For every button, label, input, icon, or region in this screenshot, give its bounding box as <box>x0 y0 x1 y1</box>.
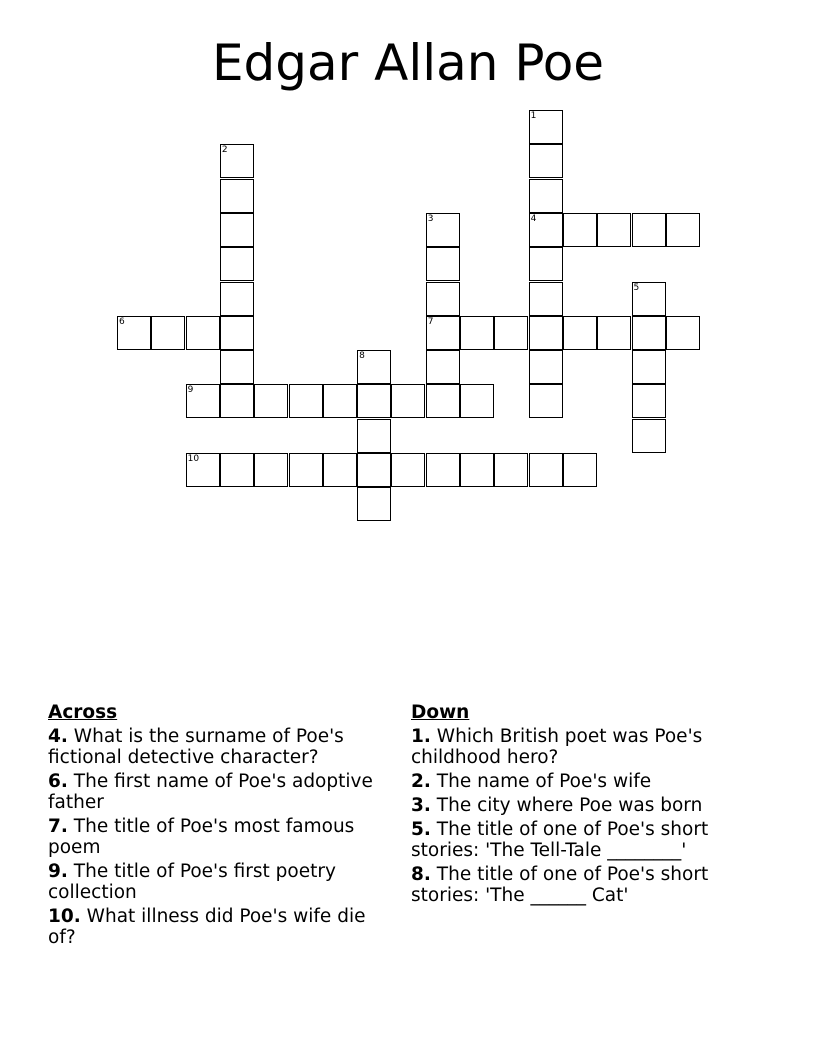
clue-down-1: 1. Which British poet was Poe's childhood hero? <box>411 726 703 768</box>
clue-number: 3 <box>427 213 434 224</box>
clue-down-5: 5. The title of one of Poe's short stories: 'The Tell-Tale ________' <box>411 819 709 861</box>
grid-cell[interactable] <box>666 316 700 350</box>
grid-cell[interactable] <box>494 453 528 487</box>
down-heading: Down <box>411 702 470 723</box>
grid-cell[interactable] <box>357 384 391 418</box>
grid-cell[interactable] <box>529 316 563 350</box>
clue-number: 8 <box>359 351 365 362</box>
grid-cell[interactable] <box>357 419 391 453</box>
grid-cell[interactable] <box>632 419 666 453</box>
clue-number: 9 <box>187 385 194 396</box>
grid-cell[interactable] <box>563 453 597 487</box>
clue-number: 5 <box>633 282 640 293</box>
grid-cell[interactable] <box>117 316 151 350</box>
grid-cell[interactable] <box>426 282 460 316</box>
grid-cell[interactable] <box>529 110 563 144</box>
grid-cell[interactable] <box>563 316 597 350</box>
grid-cell[interactable] <box>494 316 528 350</box>
clue-number: 4 <box>530 213 537 224</box>
grid-cell[interactable] <box>460 316 494 350</box>
grid-cell[interactable] <box>220 282 254 316</box>
clue-across-4: 4. What is the surname of Poe's fictional detective character? <box>48 726 344 768</box>
grid-cell[interactable] <box>426 453 460 487</box>
clue-down-8: 8. The title of one of Poe's short stories: 'The ______ Cat' <box>411 864 709 906</box>
grid-cell[interactable] <box>220 350 254 384</box>
grid-cell[interactable] <box>460 384 494 418</box>
grid-cell[interactable] <box>426 213 460 247</box>
clue-number: 10 <box>187 454 200 464</box>
puzzle-title: Edgar Allan Poe <box>211 34 605 92</box>
grid-cell[interactable] <box>254 384 288 418</box>
grid-cell[interactable] <box>391 453 425 487</box>
grid-cell[interactable] <box>632 384 666 418</box>
clue-across-10: 10. What illness did Poe's wife die of? <box>48 906 366 948</box>
grid-cell[interactable] <box>357 350 391 384</box>
grid-cell[interactable] <box>529 350 563 384</box>
down-clues <box>411 702 751 909</box>
grid-cell[interactable] <box>323 453 357 487</box>
grid-cell[interactable] <box>529 144 563 178</box>
grid-cell[interactable] <box>426 247 460 281</box>
clue-number: 7 <box>427 316 434 327</box>
clue-down-2: 2. The name of Poe's wife <box>411 771 652 792</box>
grid-cell[interactable] <box>426 384 460 418</box>
grid-cell[interactable] <box>632 282 666 316</box>
grid-cell[interactable] <box>186 453 220 487</box>
grid-cell[interactable] <box>220 316 254 350</box>
clue-number: 1 <box>530 111 537 121</box>
grid-cell[interactable] <box>597 213 631 247</box>
grid-cell[interactable] <box>186 316 220 350</box>
clue-number: 6 <box>119 316 125 327</box>
clue-down-3: 3. The city where Poe was born <box>411 795 703 816</box>
grid-cell[interactable] <box>666 213 700 247</box>
grid-cell[interactable] <box>151 316 185 350</box>
grid-cell[interactable] <box>632 213 666 247</box>
grid-cell[interactable] <box>220 213 254 247</box>
grid-cell[interactable] <box>220 384 254 418</box>
grid-cell[interactable] <box>220 247 254 281</box>
clue-across-9: 9. The title of Poe's first poetry collection <box>48 861 336 903</box>
grid-cell[interactable] <box>529 384 563 418</box>
grid-cell[interactable] <box>597 316 631 350</box>
clue-across-6: 6. The first name of Poe's adoptive father <box>48 771 373 813</box>
grid-cell[interactable] <box>289 453 323 487</box>
grid-cell[interactable] <box>529 282 563 316</box>
grid-cell[interactable] <box>426 316 460 350</box>
clue-number: 2 <box>221 145 228 156</box>
grid-cell[interactable] <box>529 453 563 487</box>
grid-cell[interactable] <box>529 213 563 247</box>
grid-cell[interactable] <box>632 316 666 350</box>
grid-cell[interactable] <box>529 179 563 213</box>
grid-cell[interactable] <box>220 144 254 178</box>
across-clues <box>48 702 393 951</box>
grid-cell[interactable] <box>289 384 323 418</box>
grid-cell[interactable] <box>563 213 597 247</box>
grid-cell[interactable] <box>391 384 425 418</box>
grid-cell[interactable] <box>220 453 254 487</box>
across-heading: Across <box>48 702 118 723</box>
grid-cell[interactable] <box>426 350 460 384</box>
grid-cell[interactable] <box>254 453 288 487</box>
grid-cell[interactable] <box>220 179 254 213</box>
grid-cell[interactable] <box>186 384 220 418</box>
grid-cell[interactable] <box>357 453 391 487</box>
grid-cell[interactable] <box>460 453 494 487</box>
grid-cell[interactable] <box>529 247 563 281</box>
grid-cell[interactable] <box>357 487 391 521</box>
grid-cell[interactable] <box>632 350 666 384</box>
grid-cell[interactable] <box>323 384 357 418</box>
clue-across-7: 7. The title of Poe's most famous poem <box>48 816 355 858</box>
